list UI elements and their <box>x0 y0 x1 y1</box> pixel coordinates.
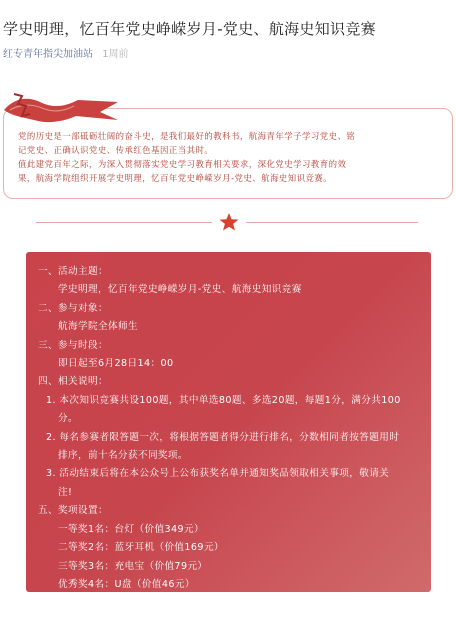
divider-left <box>36 222 212 223</box>
section-body: 即日起至6月28日14：00 <box>58 358 174 370</box>
section-heading: 三、参与时段： <box>38 339 108 351</box>
rule-item: 1. 本次知识竞赛共设100题，其中单选80题、多选20题，每题1分，满分共100 <box>46 394 401 406</box>
article-meta <box>3 48 129 62</box>
rules-content <box>38 263 423 631</box>
rules-panel <box>26 252 431 627</box>
prize-item: 三等奖3名：充电宝（价值79元） <box>58 560 208 572</box>
intro-text <box>18 129 442 185</box>
section-heading: 五、奖项设置： <box>38 505 108 517</box>
section-body: 扫描下方二维码，填写个人基本信息并参与答题即可。 <box>58 615 298 627</box>
section-body: 航海学院全体师生 <box>58 321 138 333</box>
prize-item: 一等奖1名：台灯（价值349元） <box>58 523 204 535</box>
star-icon <box>219 212 239 232</box>
section-heading: 四、相关说明： <box>38 376 108 388</box>
publish-time: 1周前 <box>102 49 129 60</box>
ribbon-banner-decoration <box>0 90 120 132</box>
intro-line: 果，航海学院组织开展学史明理，忆百年党史峥嵘岁月-党史、航海史知识竞赛。 <box>18 173 333 183</box>
rule-item: 3. 活动结束后将在本公众号上公布获奖名单并通知奖品领取相关事项，敬请关 <box>46 468 390 480</box>
section-heading: 一、活动主题： <box>38 266 108 277</box>
article-title: 学史明理，忆百年党史峥嵘岁月-党史、航海史知识竞赛 <box>3 20 376 38</box>
intro-line: 值此建党百年之际，为深入贯彻落实党史学习教育相关要求，深化党史学习教育的效 <box>18 159 347 169</box>
prize-item: 二等奖2名：蓝牙耳机（价值169元） <box>58 542 224 554</box>
section-heading: 二、参与对象： <box>38 302 108 314</box>
intro-line: 党的历史是一部砥砺壮阔的奋斗史，是我们最好的教科书，航海青年学子学习党史、铭 <box>18 131 356 141</box>
rule-item: 2. 每名参赛者限答题一次，将根据答题者得分进行排名，分数相同者按答题用时 <box>46 431 400 443</box>
divider-right <box>246 222 418 223</box>
section-body: 学史明理，忆百年党史峥嵘岁月-党史、航海史知识竞赛 <box>58 284 302 296</box>
intro-line: 记党史、正确认识党史、传承红色基因正当其时。 <box>18 145 214 155</box>
rule-item-continuation: 分。 <box>58 413 78 425</box>
prize-item: 优秀奖4名：U盘（价值46元） <box>58 578 195 590</box>
rule-item-continuation: 排序，前十名分获不同奖项。 <box>58 450 188 462</box>
section-heading: 五、参与方式： <box>38 597 108 609</box>
account-name-link[interactable]: 红专青年指尖加油站 <box>3 49 93 60</box>
rule-item-continuation: 注! <box>58 486 73 498</box>
